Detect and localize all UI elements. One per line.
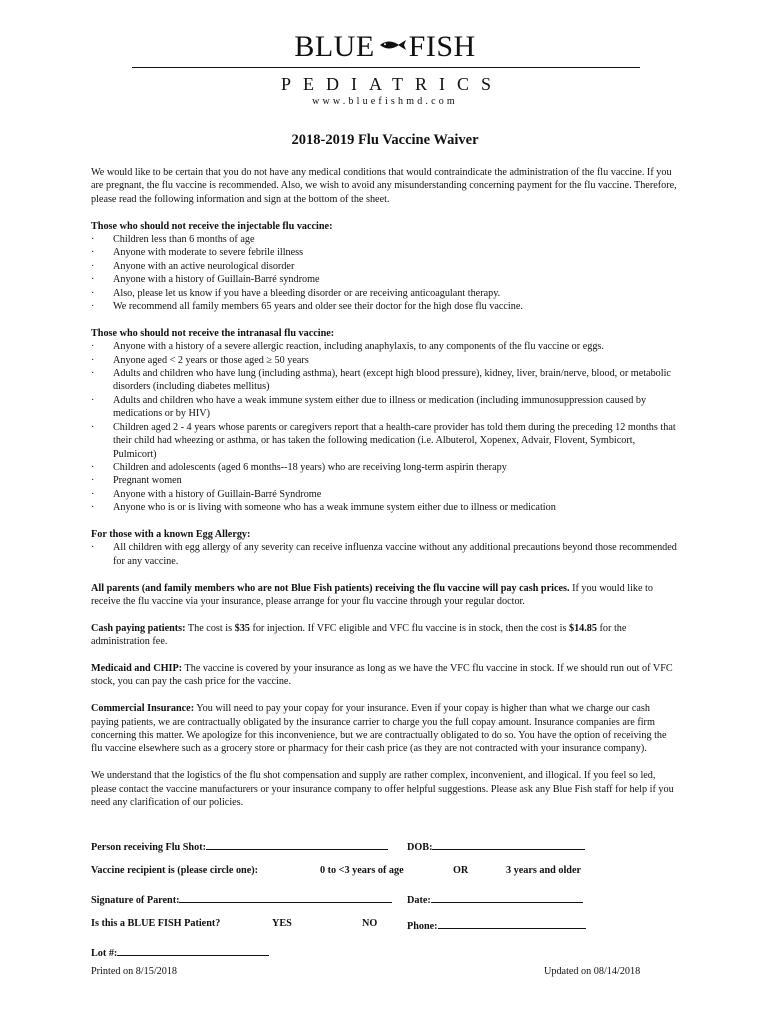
cash-paying-text-3: for the administration fee. — [91, 622, 627, 648]
bullet-mark: · — [91, 488, 95, 500]
date-field[interactable] — [431, 891, 583, 903]
signature-row — [91, 891, 392, 907]
or-label: OR — [453, 865, 469, 876]
list-item — [91, 474, 679, 487]
list-item-text: All children with egg allergy of any severity can receive influenza vaccine without any additional precautions beyond those recommended for any vaccine. — [113, 542, 677, 567]
injectable-list — [91, 233, 679, 313]
fish-icon — [377, 38, 407, 52]
bullet-mark: · — [91, 260, 95, 272]
list-item — [91, 461, 679, 474]
list-item-text: Anyone with a history of Guillain-Barré syndrome — [113, 274, 320, 286]
dob-label: DOB: — [407, 842, 433, 853]
list-item-text: Anyone aged < 2 years or those aged ≥ 50 years — [113, 354, 309, 366]
person-label: Person receiving Flu Shot: — [91, 842, 206, 853]
dob-field[interactable] — [432, 838, 585, 850]
dob-row — [407, 838, 585, 854]
phone-field[interactable] — [438, 917, 586, 929]
egg-allergy-list — [91, 541, 679, 568]
phone-label: Phone: — [407, 921, 438, 932]
signature-field[interactable] — [179, 891, 392, 903]
brand-subtitle: PEDIATRICS — [281, 74, 504, 94]
cash-prices-paragraph — [91, 582, 679, 609]
list-item — [91, 233, 679, 246]
bullet-mark: · — [91, 247, 95, 259]
list-item — [91, 246, 679, 259]
commercial-text: You will need to pay your copay for your insurance. Even if your copay is higher than what we charge our cash paying patients, we are contractually obligated by the insurance carrier to charge you the full copay amount. Insurance companies are firm concerning this matter. We apologize for this inconvenience, but we are contractually obligated to do so. You have the option of receiving the flu vaccine elsewhere such as a grocery store or pharmacy for their cash price (as they are not contracted with your insurance company). — [91, 703, 667, 755]
brand-name-right: FISH — [408, 30, 476, 63]
commercial-paragraph — [91, 702, 679, 756]
commercial-label: Commercial Insurance: — [91, 703, 195, 715]
bullet-mark: · — [91, 234, 95, 246]
patient-question: Is this a BLUE FISH Patient? — [91, 918, 221, 929]
brand-header — [91, 30, 679, 64]
list-item — [91, 260, 679, 273]
printed-date: Printed on 8/15/2018 — [91, 966, 178, 977]
bullet-mark: · — [91, 368, 95, 380]
list-item-text: Anyone with a history of a severe allergic reaction, including anaphylaxis, to any components of the flu vaccine or eggs. — [113, 341, 604, 353]
closing-paragraph: We understand that the logistics of the flu shot compensation and supply are rather complex, inconvenient, and illogical. If you feel so led, please contact the vaccine manufacturers or your insurance company to offer helpful suggestions. Please ask any Blue Fish staff for help if you need any clarification of our policies. — [91, 770, 674, 808]
bullet-mark: · — [91, 354, 95, 366]
bullet-mark: · — [91, 421, 95, 433]
bullet-mark: · — [91, 341, 95, 353]
bullet-mark: · — [91, 475, 95, 487]
bullet-mark: · — [91, 301, 95, 313]
egg-allergy-heading: For those with a known Egg Allergy: — [91, 528, 251, 540]
cash-paying-paragraph — [91, 622, 679, 649]
date-row — [407, 891, 583, 907]
list-item-text: Anyone with an active neurological disorder — [113, 260, 295, 272]
medicaid-paragraph — [91, 662, 679, 689]
intro-paragraph: We would like to be certain that you do not have any medical conditions that would contraindicate the administration of the flu vaccine. If you are pregnant, the flu vaccine is recommended. Also, we wish to avoid any misunderstanding concerning payment for the flu vaccine. Therefore, please read the following information and sign at the bottom of the sheet. — [91, 167, 677, 205]
list-item-text: Also, please let us know if you have a bleeding disorder or are receiving anticoagulant therapy. — [113, 287, 501, 299]
list-item — [91, 287, 679, 300]
list-item — [91, 394, 679, 421]
cash-paying-text-2: for injection. If VFC eligible and VFC flu vaccine is in stock, then the cost is — [249, 622, 569, 634]
document-body — [91, 166, 679, 823]
cash-prices-bold: All parents (and family members who are not Blue Fish patients) receiving the flu vaccine will pay cash prices. — [91, 582, 570, 594]
list-item — [91, 541, 679, 568]
brand-url: www.bluefishmd.com — [312, 96, 458, 107]
list-item-text: Children less than 6 months of age — [113, 234, 255, 246]
bullet-mark: · — [91, 461, 95, 473]
phone-row — [407, 917, 586, 933]
person-row — [91, 838, 388, 854]
injectable-heading: Those who should not receive the injectable flu vaccine: — [91, 220, 333, 232]
brand-name-left: BLUE — [294, 30, 375, 63]
bullet-mark: · — [91, 394, 95, 406]
brand-name — [294, 30, 475, 64]
list-item-text: Children and adolescents (aged 6 months--18 years) who are receiving long-term aspirin therapy — [113, 461, 507, 473]
lot-row — [91, 944, 269, 960]
medicaid-label: Medicaid and CHIP: — [91, 662, 183, 674]
option-3-and-older[interactable]: 3 years and older — [506, 865, 581, 876]
list-item-text: Adults and children who have lung (including asthma), heart (except high blood pressure), kidney, liver, brain/nerve, blood, or metabolic disorders (including diabetes mellitus) — [113, 368, 671, 393]
list-item — [91, 421, 679, 461]
yes-option[interactable]: YES — [272, 918, 292, 929]
list-item-text: Anyone with moderate to severe febrile illness — [113, 247, 304, 259]
list-item — [91, 273, 679, 286]
signature-label: Signature of Parent: — [91, 895, 180, 906]
injection-price: $35 — [234, 622, 250, 634]
option-under-3[interactable]: 0 to <3 years of age — [320, 865, 404, 876]
intranasal-list — [91, 340, 679, 514]
brand-divider — [132, 67, 640, 68]
list-item — [91, 501, 679, 514]
admin-fee-price: $14.85 — [568, 622, 597, 634]
lot-label: Lot #: — [91, 948, 118, 959]
date-label: Date: — [407, 895, 431, 906]
document-title: 2018-2019 Flu Vaccine Waiver — [291, 132, 479, 148]
cash-prices-text: If you would like to receive the flu vaccine via your insurance, please arrange for your flu vaccine through your regular doctor. — [91, 582, 653, 607]
cash-paying-text-1: The cost is — [185, 622, 235, 634]
list-item-text: Adults and children who have a weak immune system either due to illness or medication (including immunosuppression caused by medications or by HIV) — [113, 394, 647, 420]
intranasal-heading: Those who should not receive the intranasal flu vaccine: — [91, 327, 335, 339]
list-item — [91, 300, 679, 313]
list-item-text: Anyone with a history of Guillain-Barré Syndrome — [113, 488, 322, 500]
list-item — [91, 354, 679, 367]
list-item — [91, 488, 679, 501]
cash-paying-label: Cash paying patients: — [91, 622, 186, 634]
bullet-mark: · — [91, 502, 95, 514]
list-item — [91, 340, 679, 353]
bullet-mark: · — [91, 542, 95, 554]
list-item-text: Anyone who is or is living with someone who has a weak immune system either due to illness or medication — [113, 502, 556, 514]
bullet-mark: · — [91, 274, 95, 286]
updated-date: Updated on 08/14/2018 — [544, 966, 641, 977]
list-item-text: Pregnant women — [113, 475, 182, 487]
no-option[interactable]: NO — [362, 918, 378, 929]
list-item-text: Children aged 2 - 4 years whose parents or caregivers report that a health-care provider has told them during the preceding 12 months that their child had wheezing or asthma, or has taken the following medication (i.e. Albuterol, Xopenex, Advair, Flovent, Symbicort, Pulmicort) — [113, 421, 676, 460]
person-field[interactable] — [206, 838, 388, 850]
bullet-mark: · — [91, 287, 95, 299]
lot-field[interactable] — [117, 944, 269, 956]
recipient-label: Vaccine recipient is (please circle one): — [91, 865, 259, 876]
medicaid-text: The vaccine is covered by your insurance as long as we have the VFC flu vaccine in stock. If we should run out of VFC stock, you can pay the cash price for the vaccine. — [91, 662, 673, 688]
list-item — [91, 367, 679, 394]
list-item-text: We recommend all family members 65 years and older see their doctor for the high dose flu vaccine. — [113, 301, 523, 313]
